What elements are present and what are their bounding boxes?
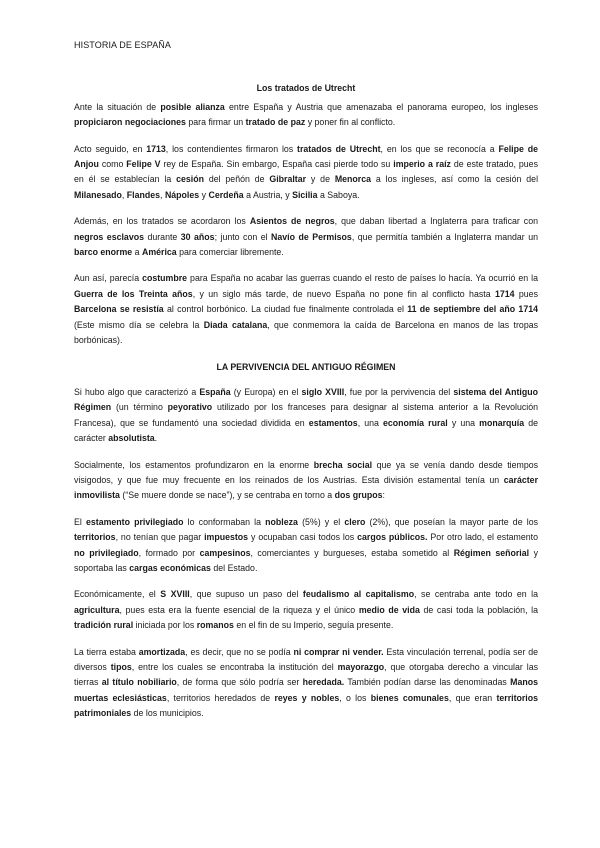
text-run: , no tenían que pagar: [115, 532, 205, 543]
text-run: (“Se muere donde se nace”), y se centraba en torno a: [119, 490, 335, 501]
text-run: (y Europa) en el: [230, 386, 302, 397]
bold-text: 11 de septiembre del año 1714: [407, 304, 538, 315]
bold-text: Cerdeña: [208, 189, 244, 200]
text-run: y de: [306, 174, 335, 185]
paragraph: [74, 385, 538, 447]
text-run: , entre los cuales se encontraba la institución del: [131, 662, 338, 672]
text-run: (Este mismo día se celebra la: [74, 319, 204, 330]
bold-text: medio de vida: [358, 604, 420, 615]
text-run: Ante la situación de: [74, 101, 161, 112]
text-run: , fue por la pervivencia del: [344, 386, 454, 397]
bold-text: Milanesado: [74, 189, 122, 200]
bold-text: sistema del Antiguo Régimen: [74, 386, 538, 413]
bold-text: tratado de paz: [245, 117, 306, 128]
bold-text: Navío de Permisos: [271, 231, 352, 242]
text-run: durante: [143, 231, 181, 242]
text-run: de los municipios.: [131, 708, 204, 719]
bold-text: bienes comunales: [370, 692, 449, 703]
text-run: de carácter: [74, 417, 538, 444]
text-run: , en los que se reconocía a: [380, 143, 499, 154]
text-run: El: [74, 516, 86, 527]
bold-text: Sicilia: [292, 189, 318, 200]
text-run: .: [154, 433, 158, 444]
text-run: Económicamente, el: [74, 589, 161, 600]
text-run: y: [199, 189, 209, 200]
paragraph: [74, 458, 538, 504]
bold-text: Felipe V: [126, 159, 161, 170]
bold-text: dos grupos: [334, 490, 383, 501]
bold-text: heredada.: [302, 677, 345, 688]
text-run: , los contendientes firmaron los: [165, 143, 298, 154]
text-run: a Saboya.: [317, 189, 360, 200]
paragraph: [74, 515, 538, 577]
section-title-antiguo-regimen: LA PERVIVENCIA DEL ANTIGUO RÉGIMEN: [216, 361, 396, 372]
bold-text: romanos: [196, 620, 234, 631]
bold-text: clero: [344, 516, 366, 527]
bold-text: Menorca: [334, 174, 372, 185]
paragraph: [74, 100, 538, 131]
section-utrecht-body: [74, 100, 538, 349]
bold-text: estamento privilegiado: [85, 516, 184, 527]
bold-text: cargas económicas: [129, 562, 211, 573]
bold-text: amortizada: [138, 646, 186, 657]
bold-text: costumbre: [142, 273, 188, 284]
text-run: , que otorgaba derecho a vincular las tierras: [74, 662, 538, 688]
paragraph: [74, 587, 538, 633]
paragraph: [74, 214, 538, 260]
bold-text: España: [199, 386, 231, 397]
text-run: , comerciantes y burgueses, estaba sometido al: [250, 547, 454, 558]
bold-text: Felipe de Anjou: [74, 143, 539, 170]
text-run: , es decir, que no se podía: [185, 646, 294, 657]
text-run: que ya se venía dando desde tiempos visigodos, y que fue muy frecuente en los reinados de los Austrias. Esta división estamental tenía un: [74, 459, 539, 485]
bold-text: tratados de Utrecht: [297, 143, 381, 154]
bold-text: economía rural: [383, 417, 448, 428]
bold-text: monarquía: [479, 417, 525, 428]
text-run: , territorios heredados de: [166, 692, 275, 703]
text-run: del Estado.: [210, 562, 258, 573]
bold-text: no privilegiado: [74, 547, 139, 558]
bold-text: 30 años: [180, 231, 215, 242]
text-run: (5%) y el: [297, 516, 345, 527]
text-run: :: [382, 490, 385, 501]
text-run: pues: [514, 288, 538, 299]
text-run: , o los: [339, 692, 371, 703]
text-run: ,: [160, 189, 165, 200]
section-antiguo-regimen-body: [74, 385, 538, 722]
bold-text: posible alianza: [160, 101, 225, 112]
text-run: utilizado por los franceses para designar al sistema anterior a la Revolución Francesa), que se fundamentó una sociedad dividida en: [74, 402, 538, 428]
bold-text: cesión: [176, 174, 204, 185]
bold-text: reyes y nobles: [274, 692, 340, 703]
text-run: Acto seguido, en: [74, 143, 147, 154]
bold-text: tipos: [110, 662, 132, 672]
bold-text: al título nobiliario: [101, 677, 177, 688]
bold-text: barco enorme: [74, 247, 133, 258]
bold-text: carácter inmovilista: [74, 474, 538, 501]
paragraph: [74, 271, 538, 348]
text-run: Aun así, parecía: [74, 273, 143, 284]
bold-text: Guerra de los Treinta años: [74, 288, 193, 299]
bold-text: peyorativo: [167, 402, 213, 413]
bold-text: negros esclavos: [74, 231, 144, 242]
text-run: entre España y Austria que amenazaba el panorama europeo, los ingleses: [224, 101, 538, 112]
bold-text: territorios patrimoniales: [74, 692, 539, 719]
bold-text: Flandes: [126, 189, 161, 200]
bold-text: tradición rural: [74, 620, 134, 631]
text-run: , que daban libertad a Inglaterra para traficar con: [334, 216, 538, 227]
text-run: Si hubo algo que caracterizó a: [74, 386, 200, 397]
text-run: Por otro lado, el estamento: [427, 532, 538, 543]
text-run: a los ingleses, así como la cesión del: [371, 174, 539, 185]
bold-text: Manos muertas eclesiásticas: [74, 677, 538, 703]
bold-text: absolutista: [108, 433, 155, 444]
bold-text: impuestos: [204, 532, 249, 543]
text-run: , pues esta era la fuente esencial de la riqueza y el único: [119, 604, 359, 615]
text-run: , formado por: [138, 547, 200, 558]
bold-text: Nápoles: [164, 189, 200, 200]
bold-text: territorios: [74, 532, 116, 543]
text-run: de este tratado, pues en él se establecían la: [74, 159, 538, 185]
text-run: Socialmente, los estamentos profundizaron en la enorme: [74, 459, 314, 470]
text-run: , que eran: [448, 692, 497, 703]
text-run: y una: [447, 417, 480, 428]
bold-text: nobleza: [265, 516, 298, 527]
text-run: del peñón de: [203, 174, 270, 185]
bold-text: estamentos: [308, 417, 358, 428]
text-run: , que supuso un paso del: [189, 589, 303, 600]
text-run: , una: [357, 417, 384, 428]
bold-text: campesinos: [199, 547, 251, 558]
bold-text: 1713: [146, 143, 166, 154]
bold-text: Régimen señorial: [453, 547, 530, 558]
section-title-utrecht: Los tratados de Utrecht: [256, 83, 356, 94]
bold-text: 1714: [494, 288, 515, 299]
bold-text: mayorazgo: [337, 662, 385, 672]
text-run: en el fin de su Imperio, seguía presente.: [233, 620, 394, 631]
bold-text: brecha social: [313, 459, 373, 470]
text-run: rey de España. Sin embargo, España casi pierde todo su: [160, 159, 394, 170]
bold-text: Asientos de negros: [249, 216, 335, 227]
text-run: para España no acabar las guerras cuando el resto de países lo hacía. Ya ocurrió en la: [187, 273, 538, 284]
text-run: (2%), que poseían la mayor parte de los: [365, 516, 538, 527]
text-run: de casi toda la población, la: [419, 604, 538, 615]
text-run: como: [98, 159, 127, 170]
bold-text: se resistía: [119, 304, 164, 315]
text-run: La tierra estaba: [74, 646, 139, 657]
text-run: ; junto con el: [214, 231, 272, 242]
text-run: Esta vinculación terrenal, podía ser de diversos: [74, 646, 538, 672]
bold-text: propiciaron negociaciones: [74, 117, 186, 128]
bold-text: cargos públicos.: [357, 532, 428, 543]
bold-text: S XVIII: [160, 589, 190, 600]
text-run: y soportaba las: [74, 547, 539, 573]
bold-text: América: [141, 247, 177, 258]
text-run: para comerciar libremente.: [176, 247, 284, 258]
bold-text: Barcelona: [74, 304, 117, 315]
bold-text: feudalismo al capitalismo: [302, 589, 415, 600]
text-run: al control borbónico. La ciudad fue finalmente controlada el: [163, 304, 408, 315]
text-run: a Austria, y: [243, 189, 293, 200]
text-run: , que permitía también a Inglaterra mandar un: [351, 231, 538, 242]
text-run: , de forma que sólo podría ser: [176, 677, 303, 688]
bold-text: siglo XVIII: [301, 386, 345, 397]
text-run: a: [132, 247, 142, 258]
text-run: (un término: [111, 402, 168, 413]
bold-text: ni comprar ni vender.: [293, 646, 384, 657]
bold-text: imperio a raíz: [393, 159, 451, 170]
page-header: HISTORIA DE ESPAÑA: [74, 40, 171, 50]
bold-text: Gibraltar: [269, 174, 307, 185]
text-run: , se centraba ante todo en la: [414, 589, 538, 600]
text-run: lo conformaban la: [183, 516, 266, 527]
bold-text: Diada catalana: [203, 319, 268, 330]
text-run: , que conmemora la caída de Barcelona en manos de las tropas borbónicas).: [74, 319, 538, 346]
paragraph: [74, 142, 538, 204]
text-run: , y un siglo más tarde, de nuevo España no pone fin al conflicto hasta: [192, 288, 495, 299]
text-run: para firmar un: [185, 117, 246, 128]
paragraph: [74, 645, 538, 722]
text-run: iniciada por los: [133, 620, 197, 631]
bold-text: agricultura: [74, 604, 120, 615]
text-run: ,: [121, 189, 127, 200]
text-run: y poner fin al conflicto.: [305, 117, 396, 128]
text-run: y ocupaban casi todos los: [248, 532, 358, 543]
text-run: También podían darse las denominadas: [344, 677, 511, 688]
text-run: Además, en los tratados se acordaron los: [74, 216, 250, 227]
